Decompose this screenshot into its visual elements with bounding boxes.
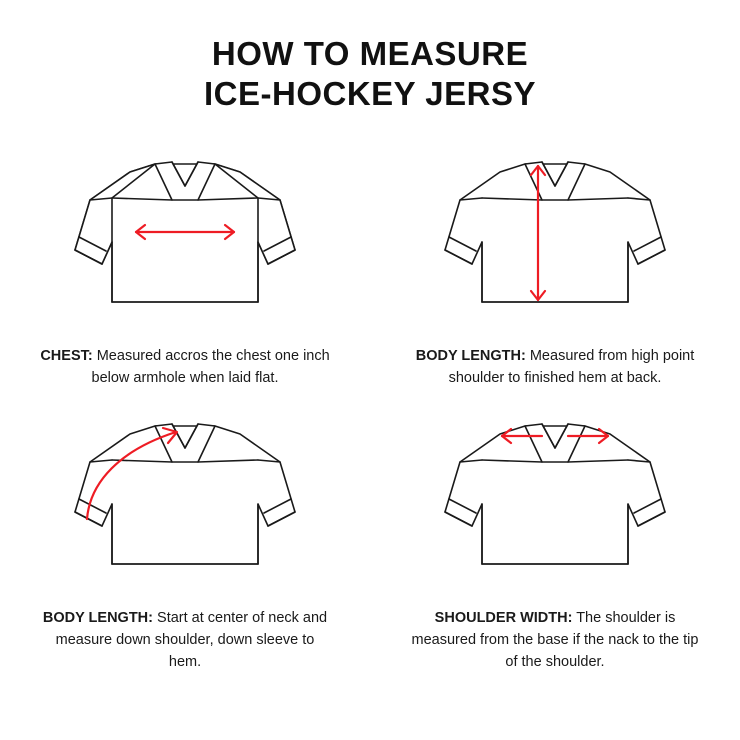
caption-label-body-length-back: BODY LENGTH: [415,347,526,364]
panel-body-length-back [370,137,740,389]
jersey-outline-icon [445,424,665,564]
caption-text-chest: Measured accros the chest one inch below armhole when laid flat. [91,347,330,386]
jersey-illustration-shoulder [375,399,735,599]
panel-shoulder-width [370,399,740,673]
caption-shoulder-width [410,607,700,673]
caption-text-body-length-back: Measured from high point shoulder to finished hem at back. [448,347,695,386]
caption-label-body-length-sleeve: BODY LENGTH: [42,609,153,626]
jersey-illustration-sleeve [5,399,365,599]
caption-body-length-sleeve [40,607,330,673]
caption-label-chest: CHEST: [40,347,93,364]
jersey-illustration-body-length [375,137,735,337]
title-line-1: HOW TO MEASURE [211,35,529,72]
panel-body-length-sleeve [0,399,370,673]
jersey-outline-icon [445,162,665,302]
caption-label-shoulder-width: SHOULDER WIDTH: [434,609,573,626]
panel-chest [0,137,370,389]
caption-text-body-length-sleeve: Start at center of neck and measure down shoulder, down sleeve to hem. [55,609,328,670]
panel-grid [0,137,740,673]
page-title [0,0,740,115]
title-line-2: ICE-HOCKEY JERSY [204,75,536,113]
jersey-outline-icon [75,424,295,564]
caption-body-length-back [410,345,700,389]
caption-text-shoulder-width: The shoulder is measured from the base if the nack to the tip of the shoulder. [411,609,699,670]
jersey-illustration-chest [5,137,365,337]
caption-chest [40,345,330,389]
